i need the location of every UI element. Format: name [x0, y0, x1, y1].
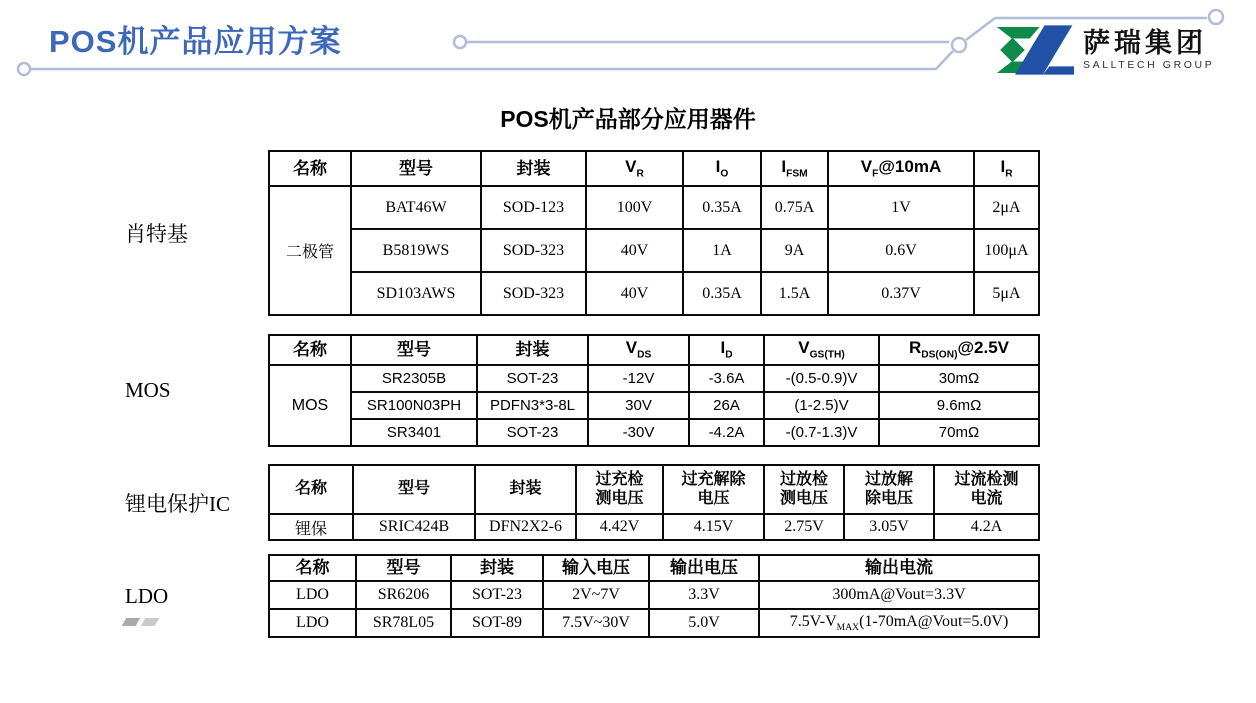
logo-mark-icon [992, 22, 1074, 78]
decor-node-circle [454, 36, 466, 48]
decor-parallelogram [122, 618, 141, 626]
table-row [269, 229, 1039, 272]
table-cell: -12V [588, 365, 689, 392]
component-table [268, 554, 1040, 638]
table-cell: LDO [269, 581, 356, 609]
table-cell: (1-2.5)V [764, 392, 879, 419]
tables-area [125, 150, 1040, 638]
component-table [268, 150, 1040, 316]
column-header: 名称 [269, 151, 351, 186]
table-cell: -(0.7-1.3)V [764, 419, 879, 446]
table-cell: -(0.5-0.9)V [764, 365, 879, 392]
column-header: 输出电压 [649, 555, 759, 581]
table-cell: 0.35A [683, 272, 761, 315]
decor-node-circle [952, 38, 966, 52]
column-header: 封装 [477, 335, 588, 365]
table-cell: 300mA@Vout=3.3V [759, 581, 1039, 609]
column-header: 过放检 测电压 [764, 465, 844, 514]
column-header: 过流检测 电流 [934, 465, 1039, 514]
table-cell: 2.75V [764, 514, 844, 540]
table-cell: 0.6V [828, 229, 974, 272]
table-cell: 9.6mΩ [879, 392, 1039, 419]
column-header: 封装 [475, 465, 576, 514]
table-cell: 70mΩ [879, 419, 1039, 446]
group-cell: 锂保 [269, 514, 353, 540]
group-cell: MOS [269, 365, 351, 446]
column-header: 封装 [481, 151, 586, 186]
table-cell: SOT-23 [477, 419, 588, 446]
table-cell: 9A [761, 229, 828, 272]
table-cell: 0.37V [828, 272, 974, 315]
column-header: 输入电压 [543, 555, 649, 581]
table-row [269, 392, 1039, 419]
column-header: $V_R$ [586, 151, 683, 186]
table-cell: $7.5V-V_{MAX}(1-70mA@Vout=5.0V)$ [759, 609, 1039, 637]
column-header: 过充解除 电压 [663, 465, 764, 514]
table-cell: 5μA [974, 272, 1039, 315]
column-header: 过放解 除电压 [844, 465, 934, 514]
table-cell: 4.2A [934, 514, 1039, 540]
table-cell: SOT-23 [451, 581, 543, 609]
table-cell: SOD-323 [481, 229, 586, 272]
table-cell: SD103AWS [351, 272, 481, 315]
column-header: $V_F@10mA$ [828, 151, 974, 186]
component-table [268, 334, 1040, 447]
table-cell: PDFN3*3-8L [477, 392, 588, 419]
table-row [269, 514, 1039, 540]
column-header: 型号 [356, 555, 451, 581]
table-row [269, 419, 1039, 446]
table-row [269, 581, 1039, 609]
component-section [125, 554, 1040, 638]
logo-company-subname: SALLTECH GROUP [1083, 58, 1215, 71]
table-row [269, 186, 1039, 229]
column-header: 封装 [451, 555, 543, 581]
column-header: $I_R$ [974, 151, 1039, 186]
table-cell: SR3401 [351, 419, 477, 446]
category-label: 锂电保护IC [125, 491, 230, 516]
category-label: 肖特基 [125, 222, 188, 246]
table-cell: 1A [683, 229, 761, 272]
column-header: 名称 [269, 555, 356, 581]
table-row [269, 365, 1039, 392]
table-cell: B5819WS [351, 229, 481, 272]
table-cell: 4.15V [663, 514, 764, 540]
column-header: $I_O$ [683, 151, 761, 186]
decor-node-circle [18, 63, 30, 75]
table-row [269, 609, 1039, 637]
column-header: $R_{DS(ON)}@2.5V$ [879, 335, 1039, 365]
column-header: 输出电流 [759, 555, 1039, 581]
component-section [125, 150, 1040, 316]
table-cell: 2V~7V [543, 581, 649, 609]
table-cell: 30V [588, 392, 689, 419]
company-logo [992, 22, 1214, 78]
table-cell: 100μA [974, 229, 1039, 272]
slide-subtitle: POS机产品部分应用器件 [500, 106, 756, 132]
table-cell: LDO [269, 609, 356, 637]
table-cell: 100V [586, 186, 683, 229]
table-cell: 5.0V [649, 609, 759, 637]
table-cell: SOD-123 [481, 186, 586, 229]
table-cell: -4.2A [689, 419, 764, 446]
table-cell: SR100N03PH [351, 392, 477, 419]
decor-parallelogram [141, 618, 160, 626]
column-header: 型号 [351, 151, 481, 186]
table-cell: SOT-89 [451, 609, 543, 637]
table-cell: DFN2X2-6 [475, 514, 576, 540]
column-header: 名称 [269, 465, 353, 514]
table-cell: 0.35A [683, 186, 761, 229]
table-cell: 4.42V [576, 514, 663, 540]
table-cell: 1.5A [761, 272, 828, 315]
logo-company-name: 萨瑞集团 [1083, 28, 1207, 59]
table-cell: SR78L05 [356, 609, 451, 637]
table-cell: 7.5V~30V [543, 609, 649, 637]
group-cell: 二极管 [269, 186, 351, 315]
column-header: $V_{DS}$ [588, 335, 689, 365]
table-cell: 3.3V [649, 581, 759, 609]
table-cell: BAT46W [351, 186, 481, 229]
table-cell: 40V [586, 229, 683, 272]
table-cell: -3.6A [689, 365, 764, 392]
component-section [125, 334, 1040, 447]
column-header: 过充检 测电压 [576, 465, 663, 514]
table-cell: 0.75A [761, 186, 828, 229]
table-row [269, 272, 1039, 315]
table-cell: SR2305B [351, 365, 477, 392]
table-cell: SRIC424B [353, 514, 475, 540]
column-header: 型号 [351, 335, 477, 365]
column-header: 名称 [269, 335, 351, 365]
table-cell: SR6206 [356, 581, 451, 609]
table-cell: SOD-323 [481, 272, 586, 315]
column-header: $I_D$ [689, 335, 764, 365]
table-cell: SOT-23 [477, 365, 588, 392]
category-label: LDO [125, 583, 169, 608]
table-cell: -30V [588, 419, 689, 446]
column-header: 型号 [353, 465, 475, 514]
column-header: $V_{GS(TH)}$ [764, 335, 879, 365]
category-label: MOS [125, 378, 171, 402]
component-section [125, 464, 1040, 541]
column-header: $I_{FSM}$ [761, 151, 828, 186]
page-title: POS机产品应用方案 [49, 24, 342, 59]
bottom-left-decoration [124, 613, 162, 631]
table-cell: 30mΩ [879, 365, 1039, 392]
table-cell: 2μA [974, 186, 1039, 229]
table-cell: 1V [828, 186, 974, 229]
table-cell: 40V [586, 272, 683, 315]
logo-text [1083, 29, 1214, 70]
component-table [268, 464, 1040, 541]
table-cell: 26A [689, 392, 764, 419]
table-cell: 3.05V [844, 514, 934, 540]
